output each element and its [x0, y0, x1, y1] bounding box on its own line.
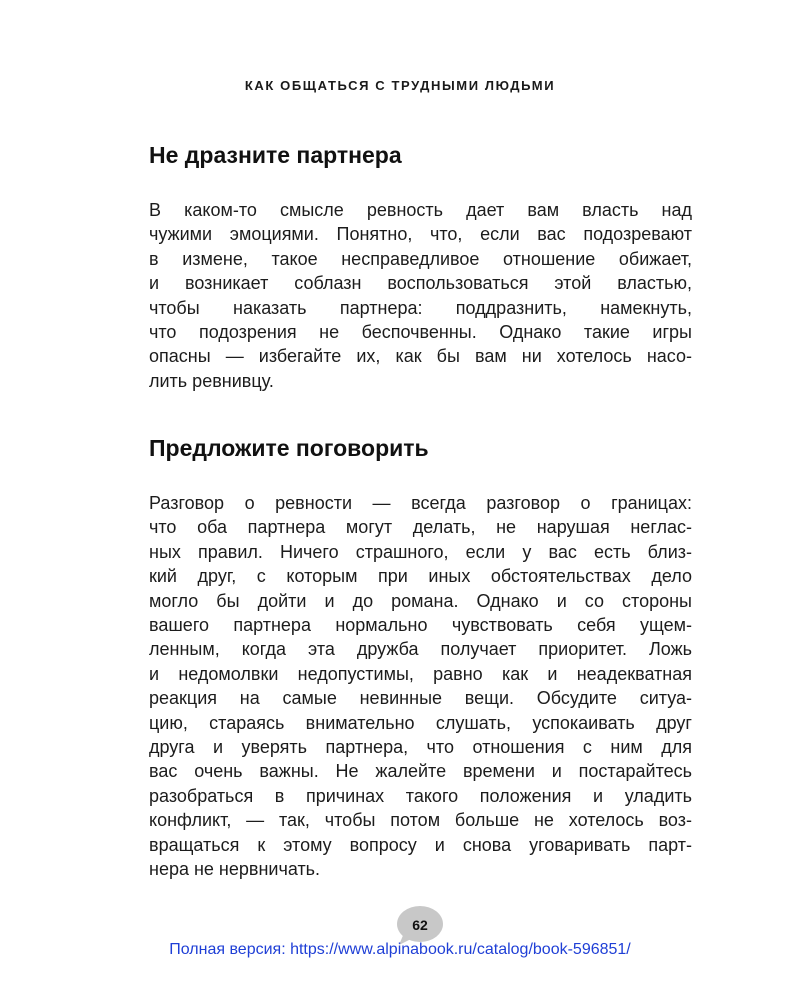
text-line: цию, стараясь внимательно слушать, успокаивать друг [149, 712, 692, 733]
full-version-link[interactable]: Полная версия: https://www.alpinabook.ru/catalog/book-596851/ [169, 941, 631, 958]
paragraph-offer-talk [149, 491, 692, 882]
text-line: лить ревнивцу. [149, 370, 274, 391]
text-line: Разговор о ревности — всегда разговор о границах: [149, 493, 692, 513]
running-header: КАК ОБЩАТЬСЯ С ТРУДНЫМИ ЛЮДЬМИ [244, 78, 556, 93]
text-line: чужими эмоциями. Понятно, что, если вас подозревают [149, 224, 692, 245]
section-title-dont-tease: Не дразните партнера [149, 142, 402, 168]
page-number: 62 [412, 917, 428, 933]
text-line: кий друг, с которым при иных обстоятельствах дело [149, 566, 692, 587]
text-line: вращаться к этому вопросу и снова уговаривать парт- [149, 834, 692, 855]
section-title-offer-talk: Предложите поговорить [149, 435, 429, 461]
text-line: конфликт, — так, чтобы потом больше не хотелось воз- [149, 810, 692, 831]
text-line: друга и уверять партнера, что отношения с ним для [149, 737, 692, 758]
text-line: в измене, такое несправедливое отношение обижает, [149, 248, 692, 269]
paragraph-dont-tease [149, 198, 692, 393]
text-line: что оба партнера могут делать, не нарушая неглас- [149, 517, 692, 538]
text-line: В каком-то смысле ревность дает вам власть над [149, 200, 692, 220]
text-line: опасны — избегайте их, как бы вам ни хотелось насо- [149, 346, 692, 367]
text-line: реакция на самые невинные вещи. Обсудите ситуа- [149, 688, 692, 709]
text-line: что подозрения не беспочвенны. Однако такие игры [149, 322, 692, 343]
text-line: нера не нервничать. [149, 859, 321, 880]
text-line: и недомолвки недопустимы, равно как и неадекватная [149, 663, 692, 684]
text-line: ленным, когда эта дружба получает приоритет. Ложь [149, 639, 692, 660]
text-line: вашего партнера нормально чувствовать себя ущем- [149, 615, 692, 636]
text-line: разобраться в причинах такого положения и уладить [149, 785, 692, 806]
text-line: вас очень важны. Не жалейте времени и постарайтесь [149, 761, 692, 782]
text-line: и возникает соблазн воспользоваться этой властью, [149, 273, 692, 294]
text-line: ных правил. Ничего страшного, если у вас есть близ- [149, 541, 692, 562]
text-line: могло бы дойти и до романа. Однако и со стороны [149, 590, 692, 611]
text-line: чтобы наказать партнера: поддразнить, намекнуть, [149, 297, 692, 318]
